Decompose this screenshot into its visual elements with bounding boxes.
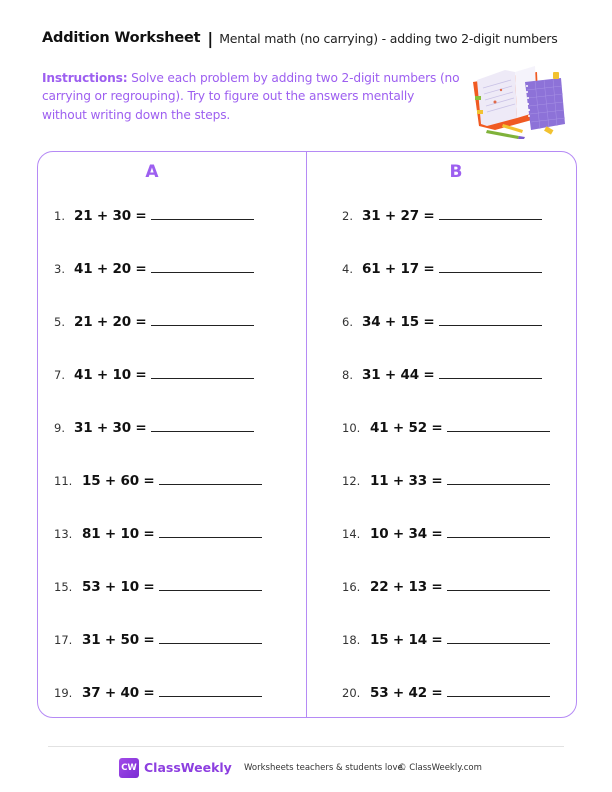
problem-8 (342, 365, 542, 385)
problem-expression: 81 + 10 = (82, 526, 155, 542)
title-separator: | (207, 28, 214, 48)
answer-blank[interactable] (447, 630, 550, 644)
problem-expression: 31 + 27 = (362, 208, 435, 224)
problem-expression: 34 + 15 = (362, 314, 435, 330)
problem-expression: 41 + 20 = (74, 261, 147, 277)
column-heading-a: A (145, 162, 159, 182)
problem-2 (342, 206, 542, 226)
answer-blank[interactable] (447, 683, 550, 697)
problem-expression: 10 + 34 = (370, 526, 443, 542)
answer-blank[interactable] (151, 312, 254, 326)
answer-blank[interactable] (151, 206, 254, 220)
problem-17 (54, 630, 262, 650)
problem-number: 9. (54, 421, 65, 435)
problem-expression: 11 + 33 = (370, 473, 443, 489)
problem-expression: 15 + 60 = (82, 473, 155, 489)
problem-number: 3. (54, 262, 65, 276)
problem-expression: 21 + 20 = (74, 314, 147, 330)
answer-blank[interactable] (159, 471, 262, 485)
notebook-illustration-icon (465, 60, 577, 140)
problem-number: 15. (54, 580, 73, 594)
problem-number: 18. (342, 633, 361, 647)
answer-blank[interactable] (151, 418, 254, 432)
problem-7 (54, 365, 254, 385)
problem-expression: 41 + 10 = (74, 367, 147, 383)
problem-number: 11. (54, 474, 73, 488)
problem-number: 12. (342, 474, 361, 488)
problem-12 (342, 471, 550, 491)
answer-blank[interactable] (447, 524, 550, 538)
problem-expression: 37 + 40 = (82, 685, 155, 701)
problem-5 (54, 312, 254, 332)
problem-number: 2. (342, 209, 353, 223)
problem-number: 19. (54, 686, 73, 700)
problem-6 (342, 312, 542, 332)
footer-divider (48, 746, 564, 747)
instructions-label: Instructions: (42, 71, 128, 85)
answer-blank[interactable] (159, 524, 262, 538)
problem-number: 13. (54, 527, 73, 541)
problem-expression: 31 + 50 = (82, 632, 155, 648)
problem-expression: 21 + 30 = (74, 208, 147, 224)
worksheet-title: Addition Worksheet (42, 30, 201, 46)
problem-19 (54, 683, 262, 703)
footer-copyright: © ClassWeekly.com (398, 763, 482, 773)
instructions-text: Solve each problem by adding two 2-digit numbers (no carrying or regrouping). Try to figure out the answers mentally without writing down the steps. (42, 71, 460, 122)
problem-3 (54, 259, 254, 279)
problem-expression: 61 + 17 = (362, 261, 435, 277)
problem-expression: 22 + 13 = (370, 579, 443, 595)
problem-number: 20. (342, 686, 361, 700)
problem-number: 16. (342, 580, 361, 594)
problem-expression: 31 + 30 = (74, 420, 147, 436)
problem-expression: 41 + 52 = (370, 420, 443, 436)
problem-15 (54, 577, 262, 597)
problem-number: 5. (54, 315, 65, 329)
problem-expression: 15 + 14 = (370, 632, 443, 648)
problem-1 (54, 206, 254, 226)
problem-4 (342, 259, 542, 279)
problem-expression: 53 + 10 = (82, 579, 155, 595)
column-divider (306, 151, 307, 718)
answer-blank[interactable] (439, 259, 542, 273)
problem-number: 8. (342, 368, 353, 382)
problem-9 (54, 418, 254, 438)
problem-number: 17. (54, 633, 73, 647)
instructions (42, 69, 462, 124)
answer-blank[interactable] (447, 577, 550, 591)
problem-number: 1. (54, 209, 65, 223)
answer-blank[interactable] (159, 630, 262, 644)
worksheet-header (42, 28, 558, 48)
problem-expression: 53 + 42 = (370, 685, 443, 701)
answer-blank[interactable] (159, 683, 262, 697)
problem-16 (342, 577, 550, 597)
answer-blank[interactable] (439, 206, 542, 220)
column-heading-b: B (449, 162, 463, 182)
answer-blank[interactable] (151, 365, 254, 379)
problem-14 (342, 524, 550, 544)
footer-tagline: Worksheets teachers & students love. (244, 763, 406, 773)
answer-blank[interactable] (439, 365, 542, 379)
brand-name: ClassWeekly (144, 760, 232, 775)
problem-13 (54, 524, 262, 544)
problem-number: 7. (54, 368, 65, 382)
classweekly-logo-icon: CW (119, 758, 139, 778)
problem-number: 6. (342, 315, 353, 329)
problem-number: 10. (342, 421, 361, 435)
problem-number: 14. (342, 527, 361, 541)
worksheet-subtitle: Mental math (no carrying) - adding two 2-digit numbers (219, 30, 558, 46)
problem-10 (342, 418, 550, 438)
problem-expression: 31 + 44 = (362, 367, 435, 383)
answer-blank[interactable] (439, 312, 542, 326)
problem-11 (54, 471, 262, 491)
answer-blank[interactable] (447, 471, 550, 485)
answer-blank[interactable] (159, 577, 262, 591)
problem-18 (342, 630, 550, 650)
problem-number: 4. (342, 262, 353, 276)
answer-blank[interactable] (447, 418, 550, 432)
answer-blank[interactable] (151, 259, 254, 273)
problem-20 (342, 683, 550, 703)
